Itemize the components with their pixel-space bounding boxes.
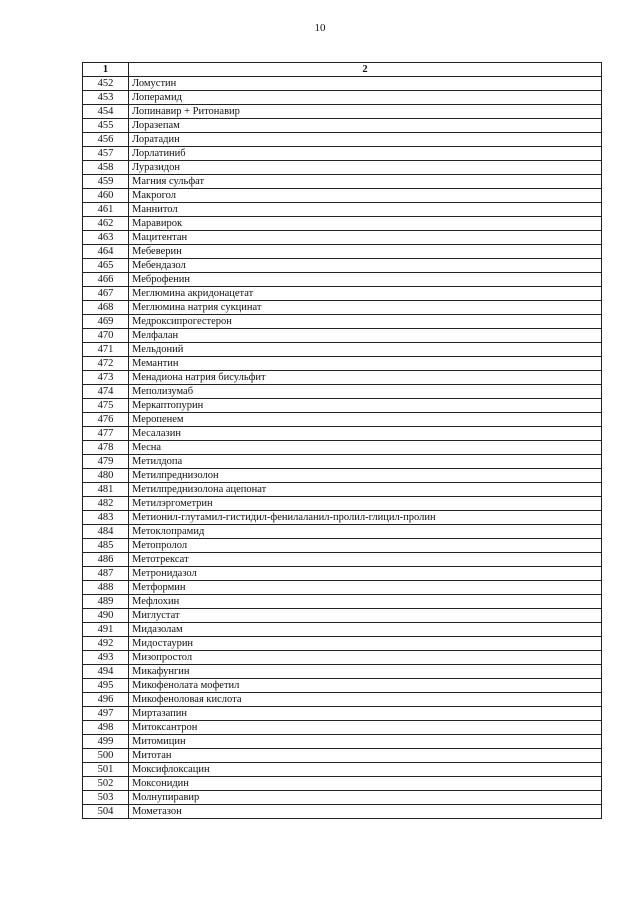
- drug-name-cell: Метилпреднизолон: [129, 469, 602, 483]
- table-row: [83, 189, 602, 203]
- drug-name-cell: Миртазапин: [129, 707, 602, 721]
- drug-name-cell: Макрогол: [129, 189, 602, 203]
- row-number-cell: 460: [83, 189, 129, 203]
- row-number-cell: 499: [83, 735, 129, 749]
- drug-name-cell: Метотрексат: [129, 553, 602, 567]
- drug-name-cell: Меглюмина акридонацетат: [129, 287, 602, 301]
- row-number-cell: 478: [83, 441, 129, 455]
- row-number-cell: 470: [83, 329, 129, 343]
- table-row: [83, 581, 602, 595]
- table-row: [83, 91, 602, 105]
- table-row: [83, 119, 602, 133]
- row-number-cell: 473: [83, 371, 129, 385]
- drug-name-cell: Митомицин: [129, 735, 602, 749]
- table-row: [83, 105, 602, 119]
- row-number-cell: 467: [83, 287, 129, 301]
- drug-name-cell: Мидазолам: [129, 623, 602, 637]
- table-row: [83, 301, 602, 315]
- row-number-cell: 480: [83, 469, 129, 483]
- table-row: [83, 525, 602, 539]
- table-row: [83, 133, 602, 147]
- drug-name-cell: Мелфалан: [129, 329, 602, 343]
- drug-name-cell: Мебендазол: [129, 259, 602, 273]
- drug-name-cell: Мебеверин: [129, 245, 602, 259]
- drug-name-cell: Лоперамид: [129, 91, 602, 105]
- table-row: [83, 231, 602, 245]
- table-row: [83, 399, 602, 413]
- row-number-cell: 469: [83, 315, 129, 329]
- table-row: [83, 595, 602, 609]
- column-header-name: 2: [129, 63, 602, 77]
- table-body: [83, 77, 602, 819]
- drug-name-cell: Луразидон: [129, 161, 602, 175]
- row-number-cell: 458: [83, 161, 129, 175]
- table-row: [83, 161, 602, 175]
- table-row: [83, 469, 602, 483]
- table-row: [83, 805, 602, 819]
- table-row: [83, 315, 602, 329]
- row-number-cell: 455: [83, 119, 129, 133]
- row-number-cell: 474: [83, 385, 129, 399]
- drug-name-cell: Менадиона натрия бисульфит: [129, 371, 602, 385]
- table-row: [83, 343, 602, 357]
- table-row: [83, 637, 602, 651]
- row-number-cell: 456: [83, 133, 129, 147]
- drug-name-cell: Мидостаурин: [129, 637, 602, 651]
- drug-name-cell: Микофеноловая кислота: [129, 693, 602, 707]
- row-number-cell: 504: [83, 805, 129, 819]
- drug-name-cell: Молнупиравир: [129, 791, 602, 805]
- table-row: [83, 329, 602, 343]
- table-row: [83, 763, 602, 777]
- row-number-cell: 476: [83, 413, 129, 427]
- row-number-cell: 482: [83, 497, 129, 511]
- table-row: [83, 553, 602, 567]
- table-row: [83, 441, 602, 455]
- table-row: [83, 623, 602, 637]
- table-row: [83, 609, 602, 623]
- drug-name-cell: Лорлатиниб: [129, 147, 602, 161]
- row-number-cell: 472: [83, 357, 129, 371]
- drug-name-cell: Лопинавир + Ритонавир: [129, 105, 602, 119]
- table-header-row: [83, 63, 602, 77]
- row-number-cell: 503: [83, 791, 129, 805]
- table-row: [83, 777, 602, 791]
- table-row: [83, 707, 602, 721]
- row-number-cell: 479: [83, 455, 129, 469]
- drug-name-cell: Мефлохин: [129, 595, 602, 609]
- row-number-cell: 457: [83, 147, 129, 161]
- drug-name-cell: Миглустат: [129, 609, 602, 623]
- row-number-cell: 486: [83, 553, 129, 567]
- drug-name-cell: Метилэргометрин: [129, 497, 602, 511]
- table-row: [83, 735, 602, 749]
- table-row: [83, 567, 602, 581]
- row-number-cell: 501: [83, 763, 129, 777]
- row-number-cell: 502: [83, 777, 129, 791]
- row-number-cell: 453: [83, 91, 129, 105]
- row-number-cell: 481: [83, 483, 129, 497]
- row-number-cell: 489: [83, 595, 129, 609]
- row-number-cell: 461: [83, 203, 129, 217]
- row-number-cell: 464: [83, 245, 129, 259]
- row-number-cell: 452: [83, 77, 129, 91]
- drug-name-cell: Маннитол: [129, 203, 602, 217]
- table-row: [83, 357, 602, 371]
- table-row: [83, 721, 602, 735]
- row-number-cell: 466: [83, 273, 129, 287]
- row-number-cell: 471: [83, 343, 129, 357]
- row-number-cell: 484: [83, 525, 129, 539]
- drug-name-cell: Лоразепам: [129, 119, 602, 133]
- row-number-cell: 463: [83, 231, 129, 245]
- table-row: [83, 693, 602, 707]
- drug-name-cell: Мемантин: [129, 357, 602, 371]
- drug-name-cell: Моксифлоксацин: [129, 763, 602, 777]
- drug-name-cell: Метилпреднизолона ацепонат: [129, 483, 602, 497]
- drug-name-cell: Медроксипрогестерон: [129, 315, 602, 329]
- table-row: [83, 371, 602, 385]
- drug-name-cell: Метронидазол: [129, 567, 602, 581]
- row-number-cell: 454: [83, 105, 129, 119]
- row-number-cell: 468: [83, 301, 129, 315]
- drug-name-cell: Меполизумаб: [129, 385, 602, 399]
- table-row: [83, 217, 602, 231]
- table-row: [83, 651, 602, 665]
- table-row: [83, 203, 602, 217]
- row-number-cell: 475: [83, 399, 129, 413]
- drug-name-cell: Месалазин: [129, 427, 602, 441]
- table-row: [83, 385, 602, 399]
- drug-name-cell: Маравирок: [129, 217, 602, 231]
- page-number: 10: [314, 22, 326, 34]
- drug-name-cell: Микафунгин: [129, 665, 602, 679]
- drug-name-cell: Метоклопрамид: [129, 525, 602, 539]
- row-number-cell: 494: [83, 665, 129, 679]
- table-row: [83, 77, 602, 91]
- table-row: [83, 679, 602, 693]
- row-number-cell: 498: [83, 721, 129, 735]
- table-row: [83, 455, 602, 469]
- row-number-cell: 483: [83, 511, 129, 525]
- table-row: [83, 749, 602, 763]
- table-row: [83, 259, 602, 273]
- drug-name-cell: Меглюмина натрия сукцинат: [129, 301, 602, 315]
- drug-name-cell: Лоратадин: [129, 133, 602, 147]
- table-row: [83, 273, 602, 287]
- drug-name-cell: Магния сульфат: [129, 175, 602, 189]
- table-row: [83, 483, 602, 497]
- row-number-cell: 500: [83, 749, 129, 763]
- drug-name-cell: Мометазон: [129, 805, 602, 819]
- table-row: [83, 175, 602, 189]
- row-number-cell: 459: [83, 175, 129, 189]
- row-number-cell: 488: [83, 581, 129, 595]
- drug-name-cell: Митотан: [129, 749, 602, 763]
- drug-name-cell: Метионил-глутамил-гистидил-фенилаланил-пролил-глицил-пролин: [129, 511, 602, 525]
- table-row: [83, 497, 602, 511]
- drug-name-cell: Меркаптопурин: [129, 399, 602, 413]
- table-row: [83, 245, 602, 259]
- row-number-cell: 495: [83, 679, 129, 693]
- table-row: [83, 413, 602, 427]
- table-row: [83, 511, 602, 525]
- drug-name-cell: Меброфенин: [129, 273, 602, 287]
- row-number-cell: 462: [83, 217, 129, 231]
- table-row: [83, 791, 602, 805]
- row-number-cell: 496: [83, 693, 129, 707]
- table-row: [83, 427, 602, 441]
- drug-name-cell: Мацитентан: [129, 231, 602, 245]
- drug-name-cell: Метопролол: [129, 539, 602, 553]
- drug-table: [82, 62, 602, 819]
- row-number-cell: 492: [83, 637, 129, 651]
- drug-name-cell: Метилдопа: [129, 455, 602, 469]
- table-row: [83, 539, 602, 553]
- drug-name-cell: Моксонидин: [129, 777, 602, 791]
- table-row: [83, 147, 602, 161]
- row-number-cell: 477: [83, 427, 129, 441]
- drug-name-cell: Мизопростол: [129, 651, 602, 665]
- table-row: [83, 665, 602, 679]
- row-number-cell: 491: [83, 623, 129, 637]
- drug-name-cell: Меропенем: [129, 413, 602, 427]
- row-number-cell: 497: [83, 707, 129, 721]
- drug-name-cell: Месна: [129, 441, 602, 455]
- drug-name-cell: Ломустин: [129, 77, 602, 91]
- row-number-cell: 485: [83, 539, 129, 553]
- drug-name-cell: Мельдоний: [129, 343, 602, 357]
- drug-name-cell: Метформин: [129, 581, 602, 595]
- drug-name-cell: Митоксантрон: [129, 721, 602, 735]
- table-row: [83, 287, 602, 301]
- row-number-cell: 465: [83, 259, 129, 273]
- row-number-cell: 490: [83, 609, 129, 623]
- row-number-cell: 493: [83, 651, 129, 665]
- drug-name-cell: Микофенолата мофетил: [129, 679, 602, 693]
- row-number-cell: 487: [83, 567, 129, 581]
- column-header-number: 1: [83, 63, 129, 77]
